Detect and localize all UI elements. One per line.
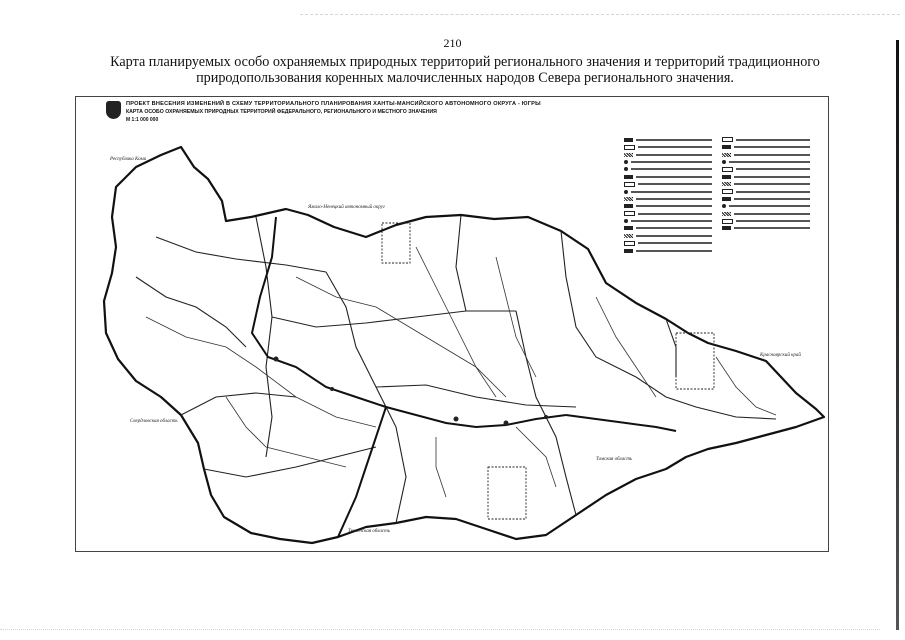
- scan-artifact-top: [300, 0, 900, 15]
- label-yamal: Ямало-Ненецкий автономный округ: [308, 205, 385, 210]
- map-scale: М 1:1 000 000: [126, 117, 159, 123]
- map-header-subtitle: КАРТА ОСОБО ОХРАНЯЕМЫХ ПРИРОДНЫХ ТЕРРИТОРИЙ ФЕДЕРАЛЬНОГО, РЕГИОНАЛЬНОГО И МЕСТНОГО ЗНАЧЕНИЯ: [126, 109, 437, 115]
- label-tomsk: Томская область: [596, 457, 633, 462]
- page-caption: Карта планируемых особо охраняемых природных территорий регионального значения и территорий традиционного природопользования коренных малочисленных народов Севера регионального значения.: [110, 54, 820, 86]
- scan-artifact-right: [896, 40, 899, 630]
- scan-artifact-bottom: [0, 629, 880, 632]
- legend-column-2: [722, 137, 810, 233]
- page-number: 210: [443, 36, 462, 50]
- map-legend: [624, 137, 814, 277]
- legend-column-1: [624, 137, 712, 255]
- map-header-title: ПРОЕКТ ВНЕСЕНИЯ ИЗМЕНЕНИЙ В СХЕМУ ТЕРРИТОРИАЛЬНОГО ПЛАНИРОВАНИЯ ХАНТЫ-МАНСИЙСКОГО АВТОНОМНОГО ОКРУГА - ЮГРЫ: [126, 101, 541, 107]
- label-krasnoyarsk: Красноярский край: [760, 353, 801, 358]
- map-figure: [75, 96, 829, 552]
- label-tyumen: Тюменская область: [348, 529, 391, 534]
- label-sverdlovsk: Свердловская область: [130, 419, 178, 424]
- label-komi: Республика Коми: [110, 157, 147, 162]
